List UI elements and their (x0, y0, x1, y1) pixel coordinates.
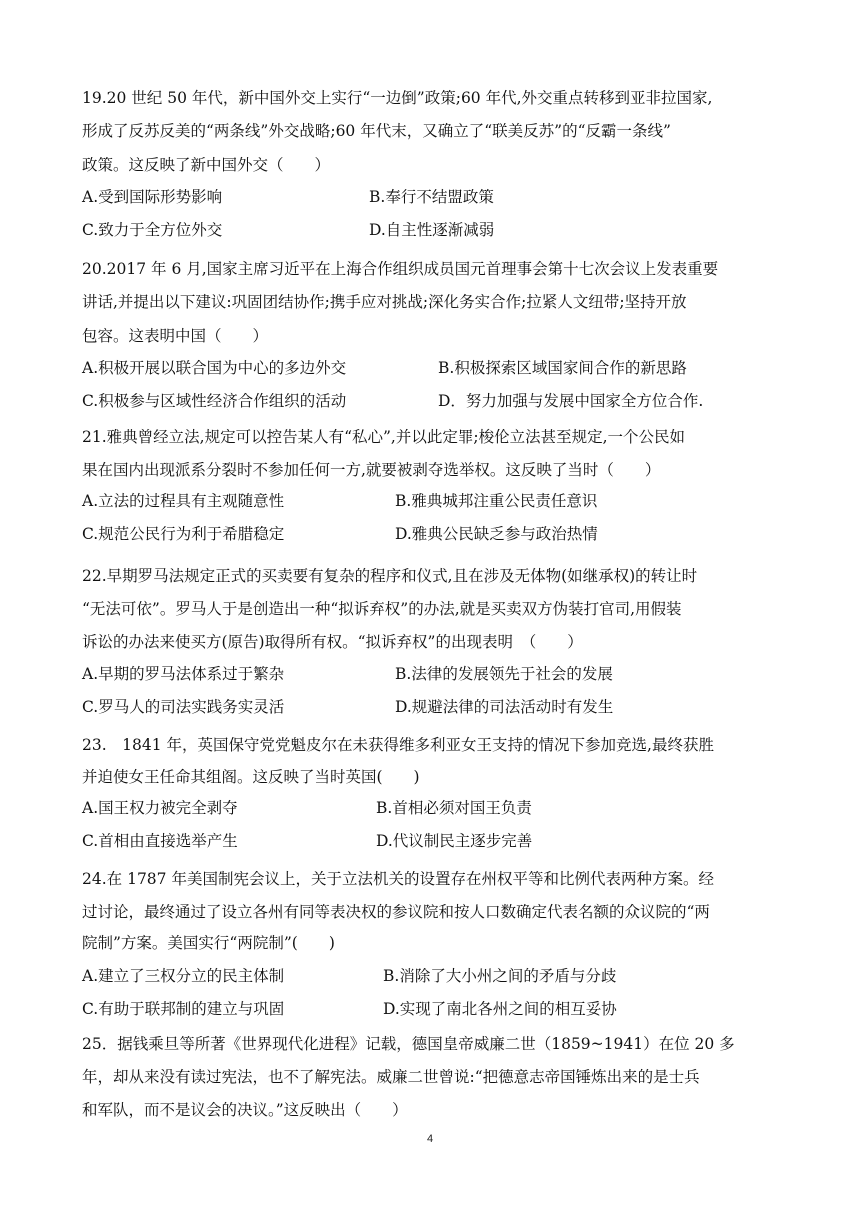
question-text-line: 并迫使女王任命其组阁。这反映了当时英国( ) (82, 768, 420, 786)
question-text-line: 年，却从来没有读过宪法，也不了解宪法。威廉二世曾说:“把德意志帝国锤炼出来的是士兵 (82, 1068, 700, 1086)
option-c: C.规范公民行为利于希腊稳定 (82, 525, 285, 543)
option-a: A.早期的罗马法体系过于繁杂 (82, 665, 285, 683)
option-c: C.首相由直接选举产生 (82, 832, 238, 850)
option-d: D.规避法律的司法活动时有发生 (395, 698, 614, 716)
option-b: B.积极探索区域国家间合作的新思路 (438, 359, 687, 377)
question-text-line: 院制”方案。美国实行“两院制”( ) (82, 934, 335, 952)
option-d: D.雅典公民缺乏参与政治热情 (395, 525, 598, 543)
question-text-line: 和军队，而不是议会的决议。”这反映出（ ） (82, 1101, 408, 1119)
option-c: C.致力于全方位外交 (82, 221, 223, 239)
option-a: A.积极开展以联合国为中心的多边外交 (82, 359, 347, 377)
option-a: A.国王权力被完全剥夺 (82, 799, 238, 817)
option-b: B.雅典城邦注重公民责任意识 (395, 492, 598, 510)
option-c: C.有助于联邦制的建立与巩固 (82, 1000, 285, 1018)
page-number: 4 (426, 1133, 434, 1145)
option-b: B.首相必须对国王负责 (376, 799, 532, 817)
option-c: C.积极参与区域性经济合作组织的活动 (82, 392, 347, 410)
question-text-line: 过讨论，最终通过了设立各州有同等表决权的参议院和按人口数确定代表名额的众议院的“两 (82, 903, 710, 921)
option-b: B.奉行不结盟政策 (369, 188, 494, 206)
option-a: A.立法的过程具有主观随意性 (82, 492, 285, 510)
question-text-line: 20.2017 年 6 月,国家主席习近平在上海合作组织成员国元首理事会第十七次会议上发表重要 (82, 260, 719, 278)
question-text-line: 诉讼的办法来使买方(原告)取得所有权。“拟诉弃权”的出现表明 （ ） (82, 633, 583, 651)
option-c: C.罗马人的司法实践务实灵活 (82, 698, 285, 716)
question-text-line: 25．据钱乘旦等所著《世界现代化进程》记载，德国皇帝威廉二世（1859~1941）在位 20 多 (82, 1035, 735, 1053)
option-d: D．努力加强与发展中国家全方位合作. (438, 392, 704, 410)
option-a: A.建立了三权分立的民主体制 (82, 967, 285, 985)
question-text-line: 政策。这反映了新中国外交（ ） (82, 156, 331, 174)
option-d: D.代议制民主逐步完善 (376, 832, 533, 850)
question-text-line: 包容。这表明中国（ ） (82, 327, 269, 345)
option-b: B.法律的发展领先于社会的发展 (395, 665, 613, 683)
question-text-line: 19.20 世纪 50 年代，新中国外交上实行“一边倒”政策;60 年代,外交重点转移到亚非拉国家, (82, 89, 713, 107)
question-text-line: 果在国内出现派系分裂时不参加任何一方,就要被剥夺选举权。这反映了当时（ ） (82, 461, 661, 479)
option-d: D.实现了南北各州之间的相互妥协 (383, 1000, 617, 1018)
option-d: D.自主性逐渐减弱 (369, 221, 495, 239)
option-a: A.受到国际形势影响 (82, 188, 223, 206)
question-text-line: 21.雅典曾经立法,规定可以控告某人有“私心”,并以此定罪;梭伦立法甚至规定,一个公民如 (82, 428, 686, 446)
question-text-line: 24.在 1787 年美国制宪会议上，关于立法机关的设置存在州权平等和比例代表两种方案。经 (82, 870, 714, 888)
question-text-line: 形成了反苏反美的“两条线”外交战略;60 年代末，又确立了“联美反苏”的“反霸一条线” (82, 122, 671, 140)
option-b: B.消除了大小州之间的矛盾与分歧 (383, 967, 617, 985)
question-text-line: “无法可依”。罗马人于是创造出一种“拟诉弃权”的办法,就是买卖双方伪装打官司,用假装 (82, 600, 682, 618)
question-text-line: 23. 1841 年，英国保守党党魁皮尔在未获得维多利亚女王支持的情况下参加竞选,最终获胜 (82, 736, 714, 754)
question-text-line: 讲话,并提出以下建议:巩固团结协作;携手应对挑战;深化务实合作;拉紧人文纽带;坚持开放 (82, 293, 687, 311)
question-text-line: 22.早期罗马法规定正式的买卖要有复杂的程序和仪式,且在涉及无体物(如继承权)的转让时 (82, 567, 698, 585)
